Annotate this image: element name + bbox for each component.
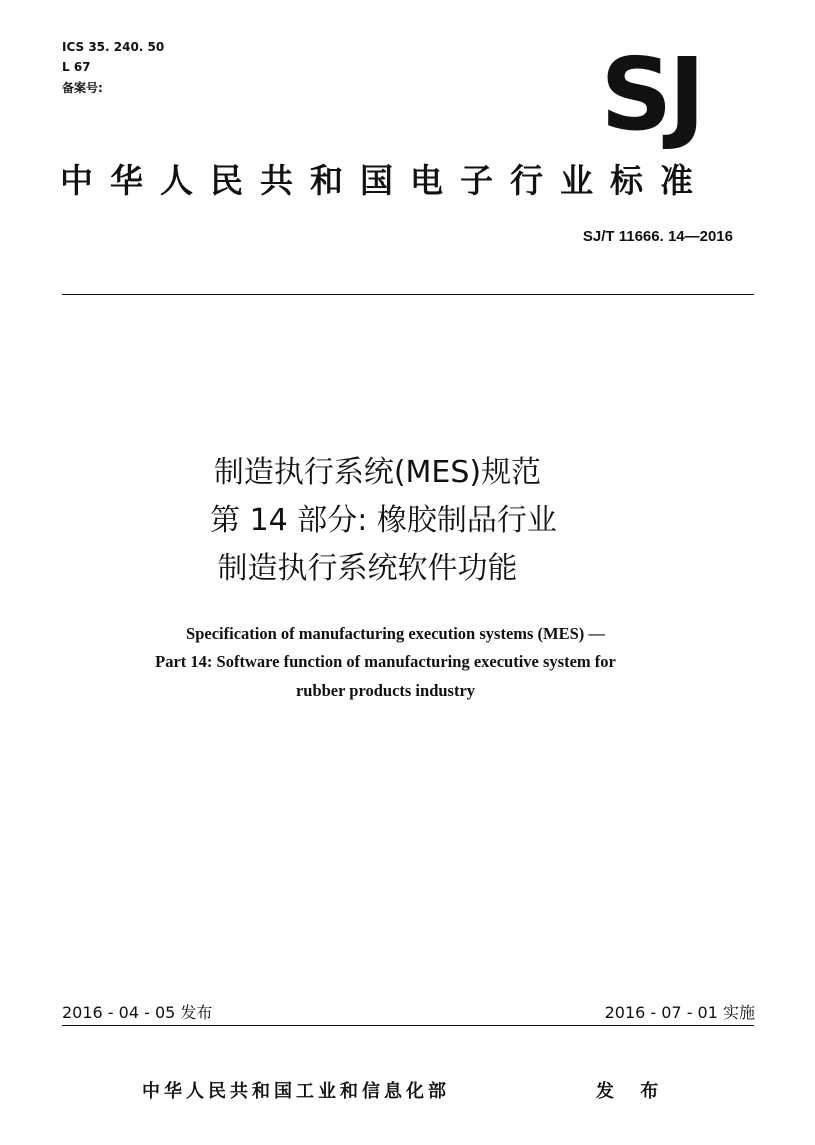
filing-number-label: 备案号: [62,81,103,95]
standard-number: SJ/T 11666. 14—2016 [582,228,733,245]
publish-label: 发 布 [596,1081,669,1102]
standard-category-title: 中华人民共和国电子行业标准 [60,161,710,200]
issuing-authority: 中华人民共和国工业和信息化部 [142,1081,450,1102]
classification-code: L 67 [62,60,91,74]
chinese-title-line-1: 制造执行系统(MES)规范 [213,455,542,490]
sj-logo: SJ [600,36,702,153]
ics-code: ICS 35. 240. 50 [62,40,165,54]
bottom-divider [62,1025,754,1026]
top-divider [62,294,754,295]
english-title-line-1: Specification of manufacturing execution systems (MES) — [186,624,605,643]
chinese-title-line-2: 第 14 部分: 橡胶制品行业 [210,503,557,538]
chinese-title-line-3: 制造执行系统软件功能 [217,551,518,586]
english-title-line-3: rubber products industry [295,681,476,700]
english-title-line-2: Part 14: Software function of manufacturing executive system for [155,652,616,671]
implementation-date: 2016 - 07 - 01 实施 [604,1003,755,1022]
issue-date: 2016 - 04 - 05 发布 [62,1003,213,1022]
